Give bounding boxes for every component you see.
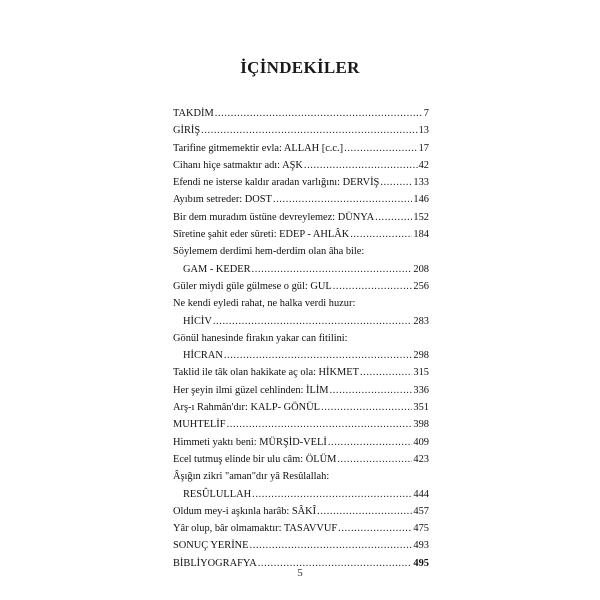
toc-entry-title: Himmeti yaktı beni: MÜRŞİD-VELİ — [173, 436, 327, 448]
toc-dot-leader — [337, 451, 412, 468]
toc-entry-page: 351 — [413, 402, 429, 414]
toc-entry-first-line: Ne kendi eyledi rahat, ne halka verdi huzur: — [173, 298, 356, 310]
toc-dot-leader — [338, 520, 412, 537]
toc-entry-title: TAKDİM — [173, 108, 214, 119]
toc-entry — [173, 537, 429, 554]
toc-dot-leader — [304, 157, 418, 174]
toc-entry-page: 495 — [413, 557, 429, 569]
toc-entry-page: 133 — [413, 177, 429, 189]
toc-entry-page: 457 — [413, 505, 429, 517]
toc-entry-title: HİCİV — [183, 315, 212, 327]
toc-entry-title: RESÛLULLAH — [183, 488, 252, 500]
toc-entry-title: Efendi ne isterse kaldır aradan varlığını: DERVİŞ — [173, 177, 380, 189]
toc-entry-first-line: Söylemem derdimi hem-derdim olan âha bile: — [173, 246, 365, 258]
toc-entry — [173, 140, 429, 157]
toc-entry-page: 256 — [413, 280, 429, 292]
toc-entry — [173, 122, 429, 139]
toc-entry-page: 423 — [413, 453, 429, 465]
toc-entry-title: Bir dem muradım üstüne devreylemez: DÜNYA — [173, 211, 375, 223]
toc-entry-page: 283 — [413, 315, 429, 327]
toc-entry-title: Taklid ile tâk olan hakikate aç ola: HİKMET — [173, 367, 359, 379]
toc-dot-leader — [273, 191, 413, 208]
toc-dot-leader — [350, 226, 412, 243]
toc-entry-page: 184 — [413, 229, 429, 241]
toc-dot-leader — [252, 486, 412, 503]
toc-entry — [173, 503, 429, 520]
toc-entry-title: GİRİŞ — [173, 125, 201, 137]
toc-dot-leader — [360, 364, 412, 381]
toc-entry-page: 42 — [418, 159, 429, 171]
toc-entry-title: Tarifine gitmemektir evla: ALLAH [c.c.] — [173, 142, 344, 154]
toc-dot-leader — [321, 399, 412, 416]
toc-dot-leader — [250, 537, 413, 554]
toc-entry-page: 336 — [413, 384, 429, 396]
toc-entry-first-line: Gönül hanesinde firakın yakar can fitilini: — [173, 332, 348, 344]
toc-entry — [173, 434, 429, 451]
toc-entry — [173, 209, 429, 226]
toc-dot-leader — [201, 122, 417, 139]
toc-entry-page: 444 — [413, 488, 429, 500]
toc-entry — [173, 520, 429, 537]
toc-dot-leader — [227, 416, 413, 433]
toc-entry-title: SONUÇ YERİNE — [173, 540, 249, 552]
toc-entry — [173, 174, 429, 191]
toc-entry-title: Arş-ı Rahmân'dır: KALP- GÖNÜL — [173, 402, 321, 414]
toc-entry-title: Sîretine şahit eder sûreti: EDEP - AHLÂK — [173, 229, 350, 241]
toc-entry-page: 152 — [413, 211, 429, 223]
toc-entry-page: 17 — [418, 142, 429, 154]
toc-entry — [173, 105, 429, 122]
toc-dot-leader — [375, 209, 412, 226]
page-number: 5 — [297, 567, 303, 579]
toc-entry-title: BİBLİYOGRAFYA — [173, 557, 257, 569]
toc-entry — [173, 278, 429, 295]
toc-entry-page: 298 — [413, 350, 429, 362]
toc-entry-page: 13 — [418, 125, 429, 137]
toc-entry-title: MUHTELİF — [173, 419, 226, 431]
toc-entry — [173, 382, 429, 399]
toc-entry-title: GAM - KEDER — [183, 263, 251, 275]
toc-dot-leader — [317, 503, 412, 520]
toc-dot-leader — [328, 434, 413, 451]
toc-entry — [173, 226, 429, 243]
toc-entry — [173, 157, 429, 174]
toc-dot-leader — [215, 105, 423, 122]
toc-entry — [173, 468, 429, 503]
toc-dot-leader — [224, 347, 413, 364]
toc-entry — [173, 295, 429, 330]
toc-entry-page: 208 — [413, 263, 429, 275]
toc-entry — [173, 399, 429, 416]
toc-entry — [173, 191, 429, 208]
toc-entry-title: Yâr olup, bâr olmamaktır: TASAVVUF — [173, 523, 338, 535]
toc-dot-leader — [252, 261, 413, 278]
table-of-contents — [173, 105, 429, 572]
toc-entry-title: Güler miydi güle gülmese o gül: GUL — [173, 280, 332, 292]
toc-entry-page: 398 — [413, 419, 429, 431]
toc-entry-title: Ecel tutmuş elinde bir ulu câm: ÖLÜM — [173, 453, 337, 465]
toc-entry-page: 146 — [413, 194, 429, 206]
toc-dot-leader — [380, 174, 412, 191]
toc-dot-leader — [333, 278, 413, 295]
toc-entry — [173, 330, 429, 365]
page-title: İÇİNDEKİLER — [240, 58, 360, 78]
toc-entry-title: Oldum mey-i aşkınla harâb: SÂKÎ — [173, 505, 317, 517]
toc-entry-title: Cihanı hiçe satmaktır adı: AŞK — [173, 159, 303, 171]
toc-dot-leader — [330, 382, 413, 399]
toc-entry-page: 493 — [413, 540, 429, 552]
toc-entry-page: 315 — [413, 367, 429, 379]
toc-dot-leader — [344, 140, 418, 157]
toc-entry-title: Ayıbım setreder: DOST — [173, 194, 272, 206]
toc-entry-title: HİCRAN — [183, 350, 223, 362]
toc-entry — [173, 416, 429, 433]
toc-entry-page: 475 — [413, 523, 429, 535]
toc-dot-leader — [213, 313, 413, 330]
toc-entry — [173, 451, 429, 468]
toc-entry — [173, 243, 429, 278]
toc-entry-first-line: Âşığın zikri "aman"dır yâ Resûlallah: — [173, 471, 330, 483]
toc-entry-title: Her şeyin ilmi güzel cehlinden: İLİM — [173, 384, 329, 396]
toc-entry — [173, 364, 429, 381]
toc-entry-page: 409 — [413, 436, 429, 448]
toc-entry-page: 7 — [423, 108, 429, 119]
